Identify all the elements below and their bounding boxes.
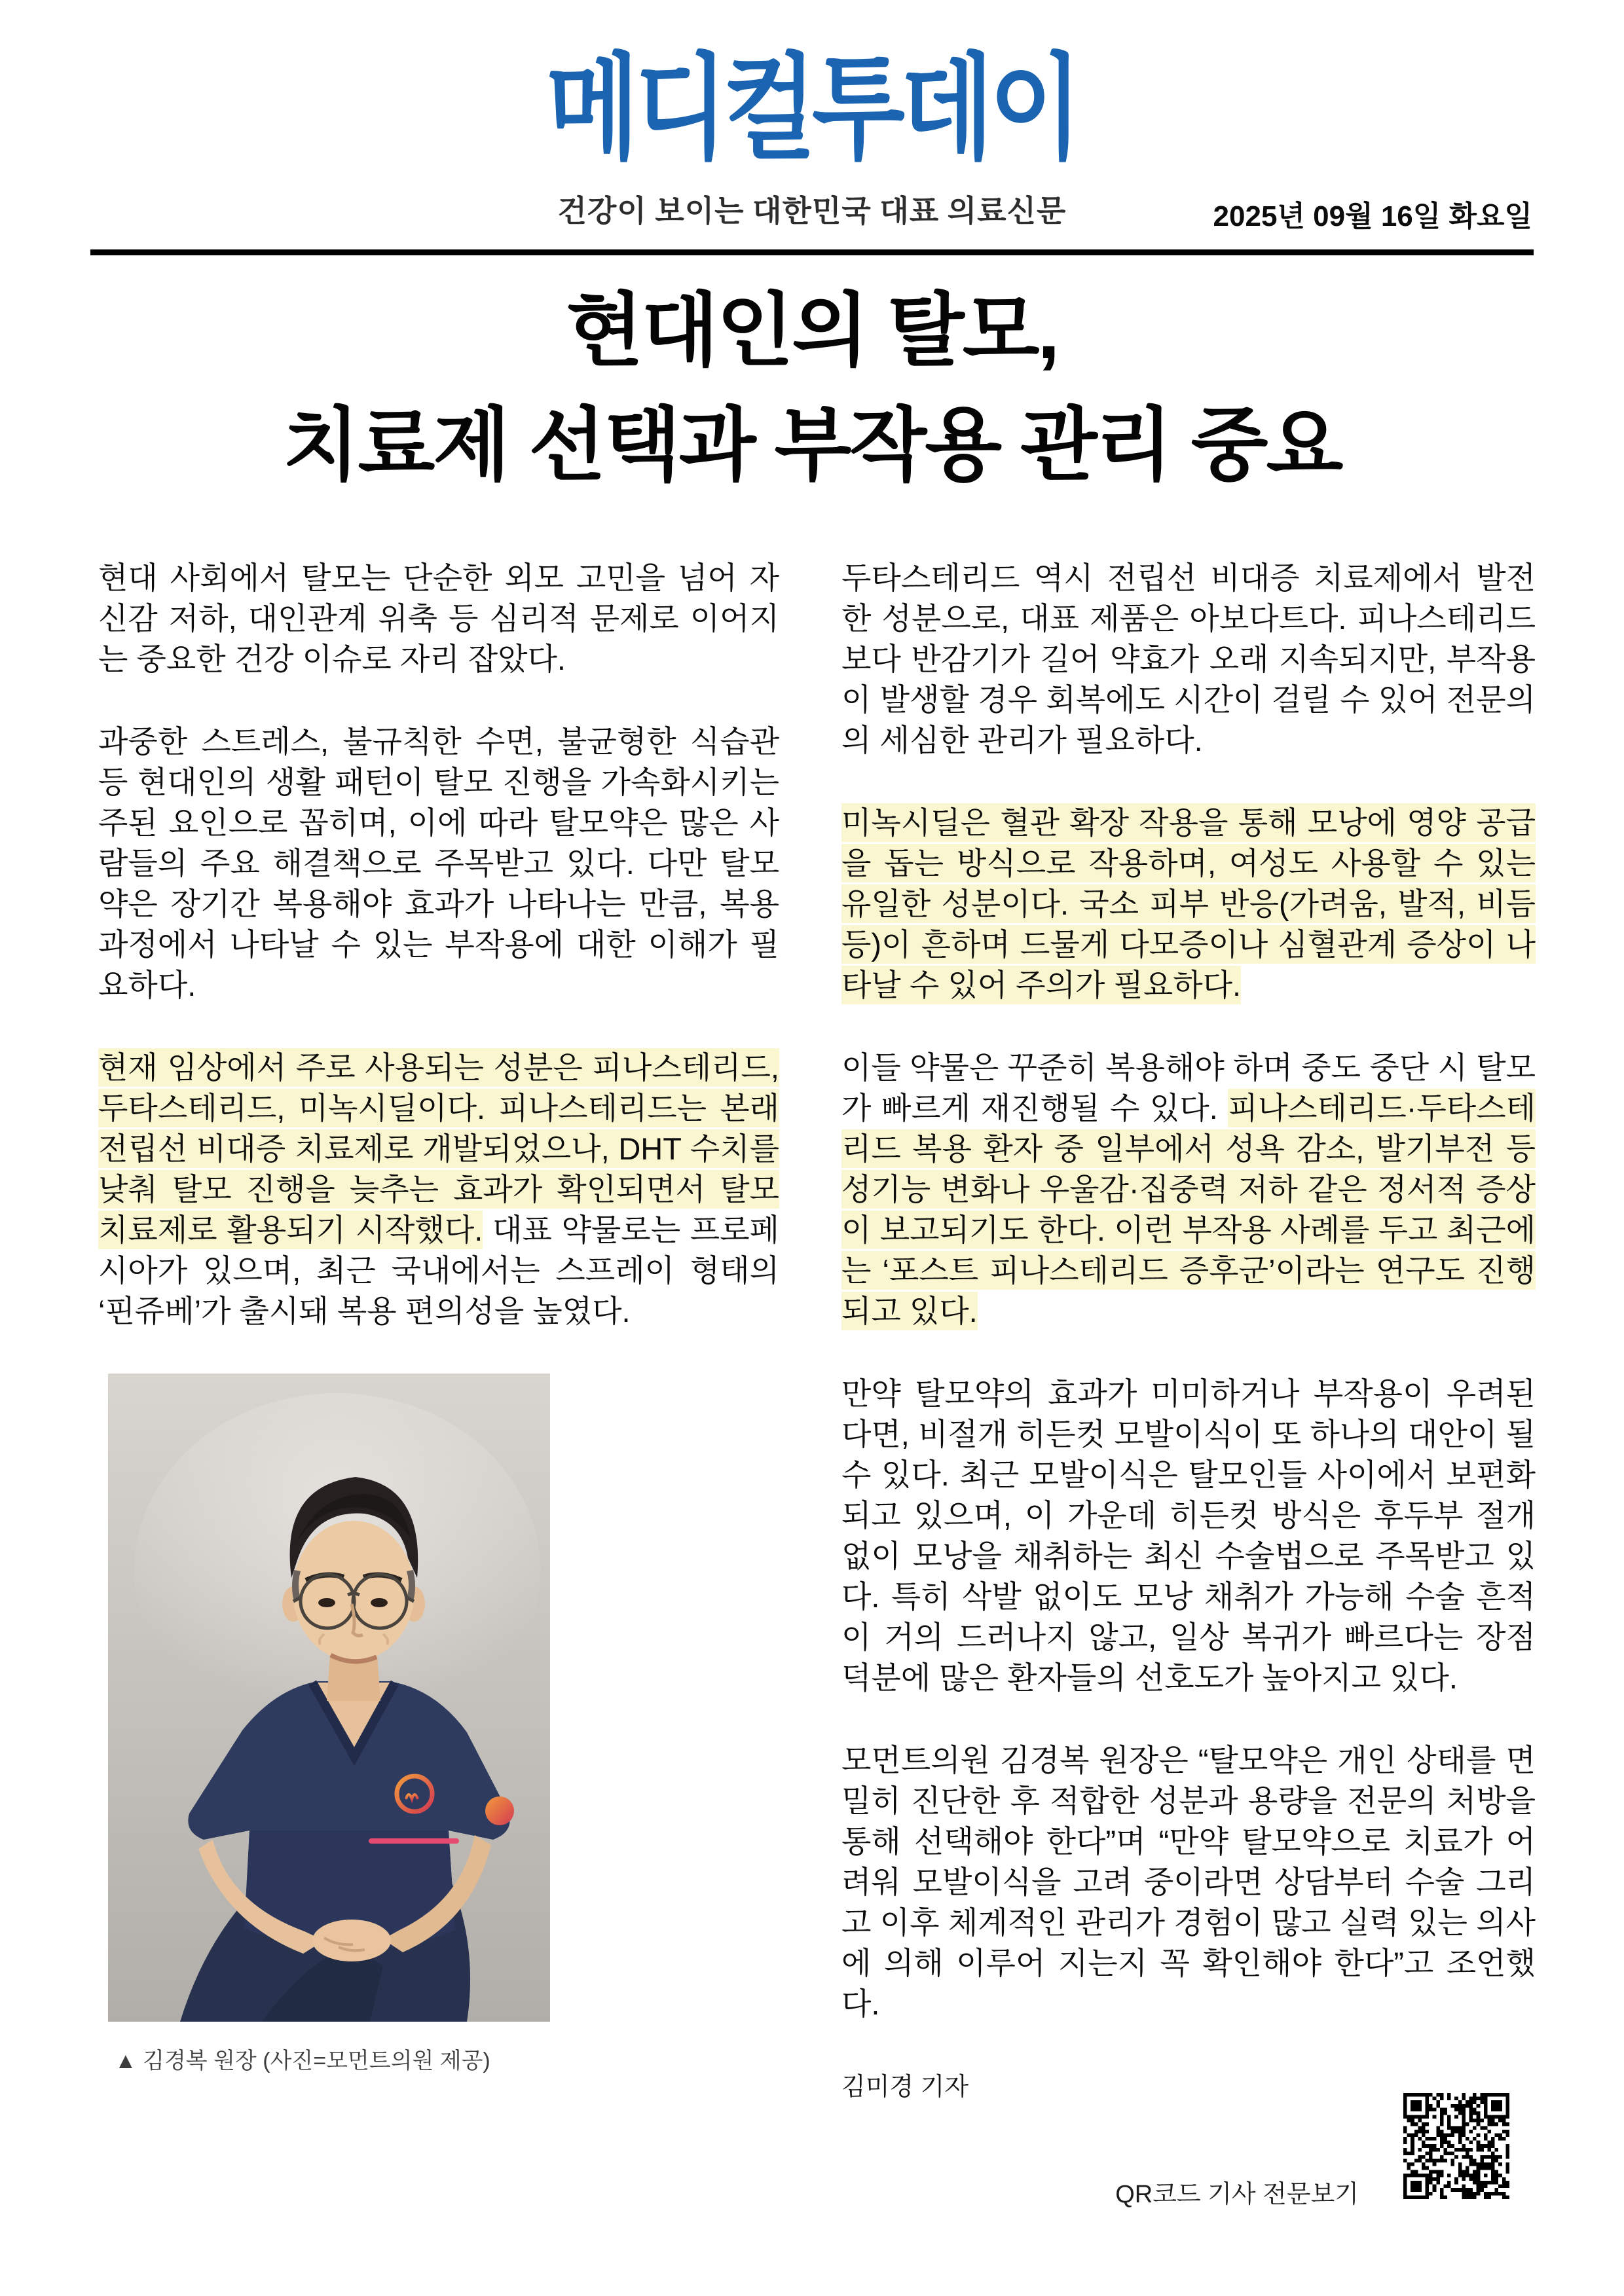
qr-label: QR코드 기사 전문보기 — [1115, 2181, 1359, 2208]
paragraph-dutasteride: 두타스테리드 역시 전립선 비대증 치료제에서 발전한 성분으로, 대표 제품은 아보다트다. 피나스테리드보다 반감기가 길어 약효가 오래 지속되지만, 부작용이 발생할 경우 회복에도 시간이 걸릴 수 있어 전문의의 세심한 관리가 필요하다. — [841, 560, 1536, 757]
highlighted-text: 미녹시딜은 혈관 확장 작용을 통해 모낭에 영양 공급을 돕는 방식으로 작용하며, 여성도 사용할 수 있는 유일한 성분이다. 국소 피부 반응(가려움, 발적, 비듬 등)이 흔하며 드물게 다모증이나 심혈관계 증상이 나타날 수 있어 주의가 필요하다. — [841, 803, 1536, 1004]
newspaper-tagline: 건강이 보이는 대한민국 대표 의료신문 — [557, 194, 1067, 228]
photo-caption: ▲ 김경복 원장 (사진=모먼트의원 제공) — [115, 2049, 490, 2073]
newspaper-logo: 메디컬투데이 — [546, 45, 1078, 173]
column-right — [841, 558, 1536, 2102]
issue-date: 2025년 09월 16일 화요일 — [1213, 200, 1532, 232]
article-body — [98, 558, 1536, 2102]
paragraph-side-effects-lead: 이들 약물은 꾸준히 복용해야 하며 중도 중단 시 탈모가 빠르게 재진행될 수 있다. — [841, 1050, 1536, 1125]
paragraph-intro: 현대 사회에서 탈모는 단순한 외모 고민을 넘어 자신감 저하, 대인관계 위축 등 심리적 문제로 이어지는 중요한 건강 이슈로 자리 잡았다. — [98, 560, 779, 676]
article-title — [0, 274, 1624, 503]
paragraph-side-effects — [841, 1048, 1536, 1332]
highlighted-text: 현재 임상에서 주로 사용되는 성분은 피나스테리드, 두타스테리드, 미녹시딜이다. 피나스테리드는 본래 전립선 비대증 치료제로 개발되었으나, DHT 수치를 낮춰 탈모 진행을 늦추는 효과가 확인되면서 탈모 치료제로 활용되기 시작했다. — [98, 1048, 779, 1249]
masthead-divider — [90, 249, 1534, 255]
paragraph-causes: 과중한 스트레스, 불규칙한 수면, 불균형한 식습관 등 현대인의 생활 패턴이 탈모 진행을 가속화시키는 주된 요인으로 꼽히며, 이에 따라 탈모약은 많은 사람들의 주요 해결책으로 주목받고 있다. 다만 탈모약은 장기간 복용해야 효과가 나타나는 만큼, 복용 과정에서 나타날 수 있는 부작용에 대한 이해가 필요하다. — [98, 724, 779, 1002]
doctor-portrait-illustration — [108, 1374, 550, 2022]
paragraph-ingredients-rest: 대표 약물로는 프로페시아가 있으며, 최근 국내에서는 스프레이 형태의 ‘핀쥬베’가 출시돼 복용 편의성을 높였다. — [98, 1212, 779, 1328]
highlighted-text: 피나스테리드·두타스테리드 복용 환자 중 일부에서 성욕 감소, 발기부전 등 성기능 변화나 우울감·집중력 저하 같은 정서적 증상이 보고되기도 한다. 이런 부작용 사례를 두고 최근에는 ‘포스트 피나스테리드 증후군’이라는 연구도 진행되고 있다. — [841, 1089, 1536, 1330]
qr-code-pattern — [1403, 2093, 1509, 2199]
column-left — [98, 558, 779, 2102]
reporter-byline: 김미경 기자 — [841, 2073, 969, 2101]
paragraph-ingredients — [98, 1048, 779, 1332]
paragraph-doctor-quote: 모먼트의원 김경복 원장은 “탈모약은 개인 상태를 면밀히 진단한 후 적합한 성분과 용량을 전문의 처방을 통해 선택해야 한다”며 “만약 탈모약으로 치료가 어려워 모발이식을 고려 중이라면 상담부터 수술 그리고 이후 체계적인 관리가 경험이 많고 실력 있는 의사에 의해 이루어 지는지 꼭 확인해야 한다”고 조언했다. — [841, 1743, 1536, 2021]
paragraph-minoxidil — [841, 803, 1536, 1006]
article-title-line-1: 현대인의 탈모, — [566, 286, 1058, 375]
article-title-line-2: 치료제 선택과 부작용 관리 중요 — [282, 401, 1342, 490]
paragraph-hair-transplant: 만약 탈모약의 효과가 미미하거나 부작용이 우려된다면, 비절개 히든컷 모발이식이 또 하나의 대안이 될 수 있다. 최근 모발이식은 탈모인들 사이에서 보편화되고 있으며, 이 가운데 히든컷 방식은 후두부 절개 없이 모낭을 채취하는 최신 수술법으로 주목받고 있다. 특히 삭발 없이도 모낭 채취가 가능해 수술 흔적이 거의 드러나지 않고, 일상 복귀가 빠르다는 장점 덕분에 많은 환자들의 선호도가 높아지고 있다. — [841, 1376, 1536, 1695]
qr-code-icon — [1403, 2093, 1509, 2199]
doctor-photo — [108, 1374, 550, 2022]
